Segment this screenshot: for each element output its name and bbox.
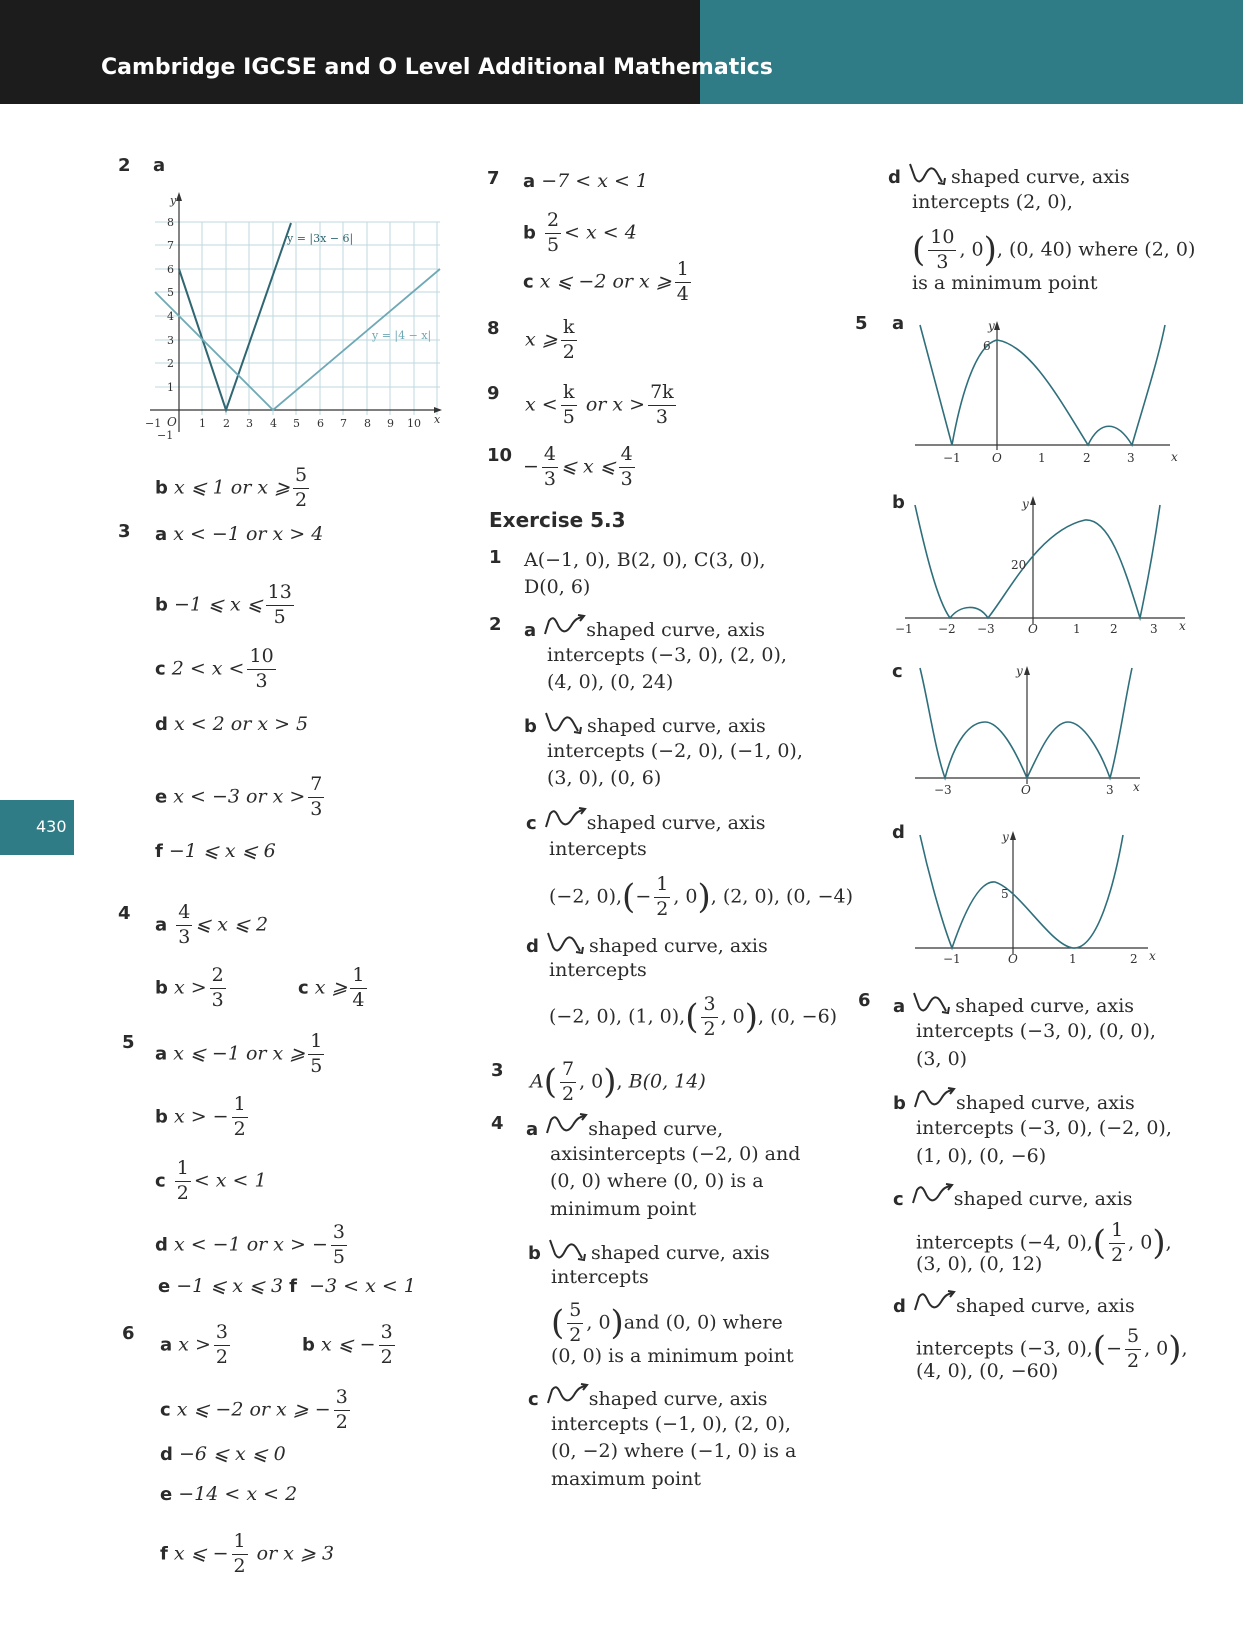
q-number: 1 [489, 547, 502, 568]
answer-line: intercepts (−3, 0), (−2, 0), [916, 1117, 1172, 1139]
tick-label: 1 [1038, 451, 1046, 465]
answer-line: intercepts [549, 959, 647, 981]
q-number: 5 [122, 1032, 135, 1053]
curve-shape-icon [543, 807, 587, 833]
answer: c shaped curve, axis [526, 807, 766, 837]
y-value: 5 [1001, 887, 1009, 901]
answer: b shaped curve, axis [893, 1087, 1135, 1117]
header-accent [700, 0, 1243, 104]
axis-label: x [1149, 949, 1156, 963]
answer: d x < 2 or x > 5 [155, 713, 309, 735]
sketch-graph-a [910, 318, 1185, 468]
answer: a shaped curve, axis [524, 614, 765, 644]
answer: c shaped curve, axis [893, 1183, 1133, 1213]
y-tick: 2 [167, 357, 174, 370]
answer: intercepts (−3, 0),(− $\frac{5}{2}$ , 0), [916, 1325, 1188, 1372]
axis-label: x [1171, 450, 1178, 464]
answer: c shaped curve, axis [528, 1383, 768, 1413]
graph-origin: O [167, 415, 177, 429]
answer-line: intercepts (−1, 0), (2, 0), [551, 1413, 791, 1435]
answer: a x ⩽ −1 or x ⩾ $\frac{1}{5}$ [155, 1030, 323, 1077]
answer: c x ⩽ −2 or x ⩾ − $\frac{3}{2}$ [160, 1386, 348, 1433]
answer: b x > − $\frac{1}{2}$ [155, 1093, 246, 1140]
q-number: 7 [487, 168, 500, 189]
part-label: a [153, 155, 166, 176]
modulus-graph [140, 188, 445, 442]
curve-shape-icon [910, 1183, 954, 1209]
answer: a x > $\frac{3}{2}$ [160, 1321, 228, 1368]
answer: c x ⩾ $\frac{1}{4}$ [298, 964, 365, 1011]
answer: A( $\frac{7}{2}$ , 0), B(0, 14) [530, 1058, 706, 1105]
curve-shape-icon [543, 710, 587, 736]
q-number: 2 [118, 155, 131, 176]
x-tick: 4 [270, 417, 277, 430]
tick-label: −3 [977, 622, 995, 636]
answer-line: intercepts [549, 838, 647, 860]
part-label: a [892, 313, 905, 334]
tick-label: 2 [1110, 622, 1118, 636]
tick-label: 3 [1127, 451, 1135, 465]
y-tick: 8 [167, 216, 174, 229]
axis-label: y [1022, 497, 1029, 511]
tick-label: 2 [1130, 952, 1138, 966]
answer-line: is a minimum point [912, 272, 1098, 294]
tick-label: −1 [943, 451, 961, 465]
graph-xlabel: x [434, 413, 441, 426]
sketch-graph-b [890, 492, 1195, 637]
axis-label: x [1133, 780, 1140, 794]
q-number: 4 [491, 1113, 504, 1134]
x-tick: 9 [387, 417, 394, 430]
curve-shape-icon [907, 161, 951, 187]
answer: (−2, 0),(− $\frac{1}{2}$ , 0), (2, 0), (0, −4) [549, 873, 854, 920]
q-number: 4 [118, 903, 131, 924]
answer: f −1 ⩽ x ⩽ 6 [155, 840, 276, 862]
q-number: 3 [491, 1060, 504, 1081]
answer: a x < −1 or x > 4 [155, 523, 324, 545]
answer: b $\frac{2}{5}$ < x < 4 [523, 209, 637, 256]
q-number: 3 [118, 521, 131, 542]
answer: − $\frac{4}{3}$ ⩽ x ⩽ $\frac{4}{3}$ [523, 443, 633, 490]
tick-label: −1 [895, 622, 913, 636]
answer-line: (1, 0), (0, −6) [916, 1145, 1047, 1167]
curve-shape-icon [912, 1290, 956, 1316]
origin-label: O [1008, 952, 1018, 966]
curve-shape-icon [912, 1087, 956, 1113]
tick-label: −2 [938, 622, 956, 636]
answer: c x ⩽ −2 or x ⩾ $\frac{1}{4}$ [523, 258, 689, 305]
tick-label: 3 [1106, 783, 1114, 797]
answer: e x < −3 or x > $\frac{7}{3}$ [155, 773, 323, 820]
answer-line: intercepts (2, 0), [912, 191, 1073, 213]
curve-shape-icon [545, 930, 589, 956]
x-tick: 5 [293, 417, 300, 430]
x-tick: −1 [145, 417, 162, 430]
axis-label: y [1016, 664, 1023, 678]
tick-label: −3 [934, 783, 952, 797]
sketch-graph-c [905, 660, 1150, 800]
part-label: d [892, 822, 905, 843]
x-tick: 2 [223, 417, 230, 430]
axis-label: y [988, 319, 995, 333]
answer: b shaped curve, axis [524, 710, 766, 740]
page-number-tab [0, 800, 74, 855]
page-number: 430 [36, 817, 67, 836]
answer: d −6 ⩽ x ⩽ 0 [160, 1443, 286, 1465]
graph-ylabel: y [170, 194, 177, 207]
origin-label: O [992, 451, 1002, 465]
answer-line: (4, 0), (0, 24) [547, 671, 674, 693]
x-tick: 8 [364, 417, 371, 430]
answer: b x > $\frac{2}{3}$ [155, 964, 224, 1011]
y-tick: 7 [167, 239, 174, 252]
exercise-heading: Exercise 5.3 [489, 508, 626, 532]
x-tick: 3 [246, 417, 253, 430]
tick-label: 3 [1150, 622, 1158, 636]
part-label: b [892, 492, 905, 513]
answer-line: axisintercepts (−2, 0) and [550, 1143, 801, 1165]
q-number: 8 [487, 318, 500, 339]
y-value: 6 [983, 339, 991, 353]
q-number: 6 [858, 990, 871, 1011]
y-tick: 1 [167, 381, 174, 394]
answer: x < $\frac{k}{5}$ or x > $\frac{7k}{3}$ [525, 381, 674, 428]
answer: (−2, 0), (1, 0),( $\frac{3}{2}$ , 0), (0, −6) [549, 993, 838, 1040]
y-tick: 3 [167, 334, 174, 347]
answer-line: (3, 0), (0, 6) [547, 767, 662, 789]
answer-line: intercepts (−2, 0), (−1, 0), [547, 740, 803, 762]
curve-shape-icon [911, 990, 955, 1016]
x-tick: 6 [317, 417, 324, 430]
origin-label: O [1028, 622, 1038, 636]
q-number: 2 [489, 614, 502, 635]
y-tick: 5 [167, 286, 174, 299]
answer: c 2 < x < $\frac{10}{3}$ [155, 645, 274, 692]
answer: e −14 < x < 2 [160, 1483, 298, 1505]
curve-shape-icon [547, 1237, 591, 1263]
answer: x ⩾ $\frac{k}{2}$ [525, 316, 575, 363]
q-number: 9 [487, 383, 500, 404]
origin-label: O [1021, 783, 1031, 797]
sketch-graph-d [905, 825, 1155, 970]
curve-shape-icon [544, 1113, 588, 1139]
answer-line: intercepts (−3, 0), (0, 0), [916, 1020, 1156, 1042]
x-tick: 1 [199, 417, 206, 430]
answer: c $\frac{1}{2}$ < x < 1 [155, 1157, 267, 1204]
y-tick: −1 [157, 429, 174, 442]
x-tick: 10 [407, 417, 421, 430]
part-label: c [892, 661, 903, 682]
answer: d shaped curve, axis [888, 161, 1130, 191]
x-tick: 7 [340, 417, 347, 430]
answer-line: D(0, 6) [524, 576, 591, 598]
answer-line: (3, 0) [916, 1048, 968, 1070]
answer: ( $\frac{5}{2}$ , 0)and (0, 0) where [551, 1299, 783, 1346]
axis-label: x [1179, 619, 1186, 633]
answer: intercepts (−4, 0),( $\frac{1}{2}$ , 0), [916, 1219, 1172, 1266]
answer: a shaped curve, [526, 1113, 723, 1143]
curve-shape-icon [545, 1383, 589, 1409]
answer: a −7 < x < 1 [523, 170, 649, 192]
answer: d shaped curve, axis [526, 930, 768, 960]
answer: e −1 ⩽ x ⩽ 3 f −3 < x < 1 [158, 1275, 416, 1297]
answer: f x ⩽ − $\frac{1}{2}$ or x ⩾ 3 [160, 1530, 335, 1577]
line-label-a: y = |3x − 6| [287, 232, 354, 245]
answer-line: (4, 0), (0, −60) [916, 1360, 1059, 1382]
answer-line: minimum point [550, 1198, 697, 1220]
tick-label: −1 [943, 952, 961, 966]
y-tick: 6 [167, 263, 174, 276]
answer-line: intercepts [551, 1266, 649, 1288]
answer: d shaped curve, axis [893, 1290, 1135, 1320]
y-tick: 4 [167, 310, 174, 323]
tick-label: 1 [1073, 622, 1081, 636]
y-value: 20 [1011, 558, 1027, 572]
tick-label: 1 [1069, 952, 1077, 966]
book-title: Cambridge IGCSE and O Level Additional Mathematics [101, 55, 773, 80]
header-bar [0, 0, 700, 104]
answer-line: (0, 0) where (0, 0) is a [550, 1170, 764, 1192]
answer: b −1 ⩽ x ⩽ $\frac{13}{5}$ [155, 581, 292, 628]
q-number: 10 [487, 445, 513, 466]
curve-shape-icon [542, 614, 586, 640]
q-number: 6 [122, 1323, 135, 1344]
answer: b shaped curve, axis [528, 1237, 770, 1267]
answer-line: (0, −2) where (−1, 0) is a [551, 1440, 797, 1462]
answer: b x ⩽ 1 or x ⩾ $\frac{5}{2}$ [155, 464, 308, 511]
answer: a $\frac{4}{3}$ ⩽ x ⩽ 2 [155, 901, 269, 948]
answer-line: (0, 0) is a minimum point [551, 1345, 794, 1367]
answer: ( $\frac{10}{3}$ , 0), (0, 40) where (2, 0) [912, 226, 1196, 273]
tick-label: 2 [1083, 451, 1091, 465]
axis-label: y [1002, 830, 1009, 844]
answer-line: maximum point [551, 1468, 701, 1490]
answer: a shaped curve, axis [893, 990, 1134, 1020]
answer-line: A(−1, 0), B(2, 0), C(3, 0), [524, 549, 766, 571]
answer-line: intercepts (−3, 0), (2, 0), [547, 644, 787, 666]
q-number: 5 [855, 313, 868, 334]
answer-line: (3, 0), (0, 12) [916, 1253, 1043, 1275]
line-label-b: y = |4 − x| [372, 329, 432, 342]
answer: d x < −1 or x > − $\frac{3}{5}$ [155, 1221, 345, 1268]
answer: b x ⩽ − $\frac{3}{2}$ [302, 1321, 393, 1368]
